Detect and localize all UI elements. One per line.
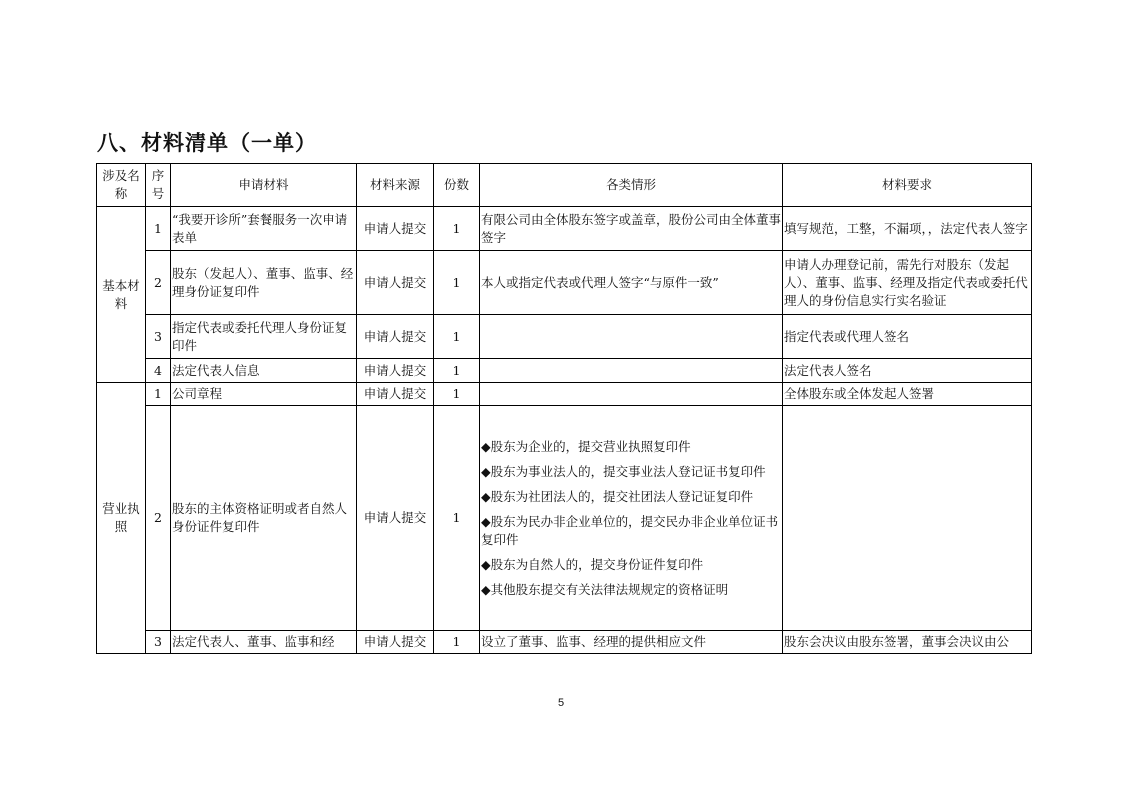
source-cell: 申请人提交 bbox=[357, 406, 434, 631]
category-cell: 营业执照 bbox=[97, 383, 146, 654]
page-number: 5 bbox=[557, 697, 565, 709]
material-cell: 法定代表人信息 bbox=[171, 359, 357, 383]
situation-cell bbox=[480, 406, 783, 631]
source-cell: 申请人提交 bbox=[357, 359, 434, 383]
row-no: 3 bbox=[146, 315, 171, 359]
copies-cell: 1 bbox=[434, 406, 480, 631]
table-row bbox=[97, 251, 1032, 315]
list-item: ◆其他股东提交有关法律法规规定的资格证明 bbox=[481, 581, 729, 597]
material-cell: 公司章程 bbox=[171, 383, 357, 406]
table-header-row bbox=[97, 164, 1032, 207]
header-source: 材料来源 bbox=[357, 164, 434, 207]
header-category: 涉及名称 bbox=[97, 164, 146, 207]
list-item: ◆股东为民办非企业单位的，提交民办非企业单位证书复印件 bbox=[481, 513, 779, 547]
situation-cell: 本人或指定代表或代理人签字“与原件一致” bbox=[480, 251, 783, 315]
requirement-cell: 法定代表人签名 bbox=[783, 359, 1032, 383]
copies-cell: 1 bbox=[434, 359, 480, 383]
situation-cell bbox=[480, 315, 783, 359]
list-item: ◆股东为自然人的，提交身份证件复印件 bbox=[481, 556, 704, 572]
requirement-cell bbox=[783, 406, 1032, 631]
requirement-cell: 填写规范，工整，不漏项，，法定代表人签字 bbox=[783, 207, 1032, 251]
situation-cell: 有限公司由全体股东签字或盖章，股份公司由全体董事签字 bbox=[480, 207, 783, 251]
header-situations: 各类情形 bbox=[480, 164, 783, 207]
source-cell: 申请人提交 bbox=[357, 251, 434, 315]
material-cell: 股东的主体资格证明或者自然人身份证件复印件 bbox=[171, 406, 357, 631]
material-cell: “我要开诊所”套餐服务一次申请表单 bbox=[171, 207, 357, 251]
materials-table bbox=[96, 163, 1032, 654]
table-row bbox=[97, 631, 1032, 654]
table-row bbox=[97, 315, 1032, 359]
material-cell: 股东（发起人）、董事、监事、经理身份证复印件 bbox=[171, 251, 357, 315]
requirement-cell: 指定代表或代理人签名 bbox=[783, 315, 1032, 359]
row-no: 2 bbox=[146, 406, 171, 631]
copies-cell: 1 bbox=[434, 383, 480, 406]
header-no: 序号 bbox=[146, 164, 171, 207]
source-cell: 申请人提交 bbox=[357, 631, 434, 654]
row-no: 4 bbox=[146, 359, 171, 383]
list-item: ◆股东为社团法人的，提交社团法人登记证复印件 bbox=[481, 488, 754, 504]
source-cell: 申请人提交 bbox=[357, 315, 434, 359]
list-item: ◆股东为事业法人的，提交事业法人登记证书复印件 bbox=[481, 463, 766, 479]
row-no: 3 bbox=[146, 631, 171, 654]
table-row bbox=[97, 207, 1032, 251]
requirement-cell: 全体股东或全体发起人签署 bbox=[783, 383, 1032, 406]
copies-cell: 1 bbox=[434, 315, 480, 359]
page-title: 八、材料清单（一单） bbox=[97, 131, 317, 155]
row-no: 1 bbox=[146, 207, 171, 251]
row-no: 1 bbox=[146, 383, 171, 406]
table-row bbox=[97, 383, 1032, 406]
header-material: 申请材料 bbox=[171, 164, 357, 207]
list-item: ◆股东为企业的，提交营业执照复印件 bbox=[481, 438, 691, 454]
category-cell: 基本材料 bbox=[97, 207, 146, 383]
copies-cell: 1 bbox=[434, 631, 480, 654]
situation-cell: 设立了董事、监事、经理的提供相应文件 bbox=[480, 631, 783, 654]
copies-cell: 1 bbox=[434, 207, 480, 251]
situation-cell bbox=[480, 383, 783, 406]
situation-list bbox=[481, 438, 781, 599]
situation-cell bbox=[480, 359, 783, 383]
source-cell: 申请人提交 bbox=[357, 207, 434, 251]
material-cell: 法定代表人、董事、监事和经 bbox=[171, 631, 357, 654]
header-copies: 份数 bbox=[434, 164, 480, 207]
requirement-cell: 股东会决议由股东签署，董事会决议由公 bbox=[783, 631, 1032, 654]
requirement-cell: 申请人办理登记前，需先行对股东（发起人）、董事、监事、经理及指定代表或委托代理人的身份信息实行实名验证 bbox=[783, 251, 1032, 315]
row-no: 2 bbox=[146, 251, 171, 315]
header-requirements: 材料要求 bbox=[783, 164, 1032, 207]
copies-cell: 1 bbox=[434, 251, 480, 315]
table-row bbox=[97, 359, 1032, 383]
material-cell: 指定代表或委托代理人身份证复印件 bbox=[171, 315, 357, 359]
source-cell: 申请人提交 bbox=[357, 383, 434, 406]
table-row bbox=[97, 406, 1032, 631]
